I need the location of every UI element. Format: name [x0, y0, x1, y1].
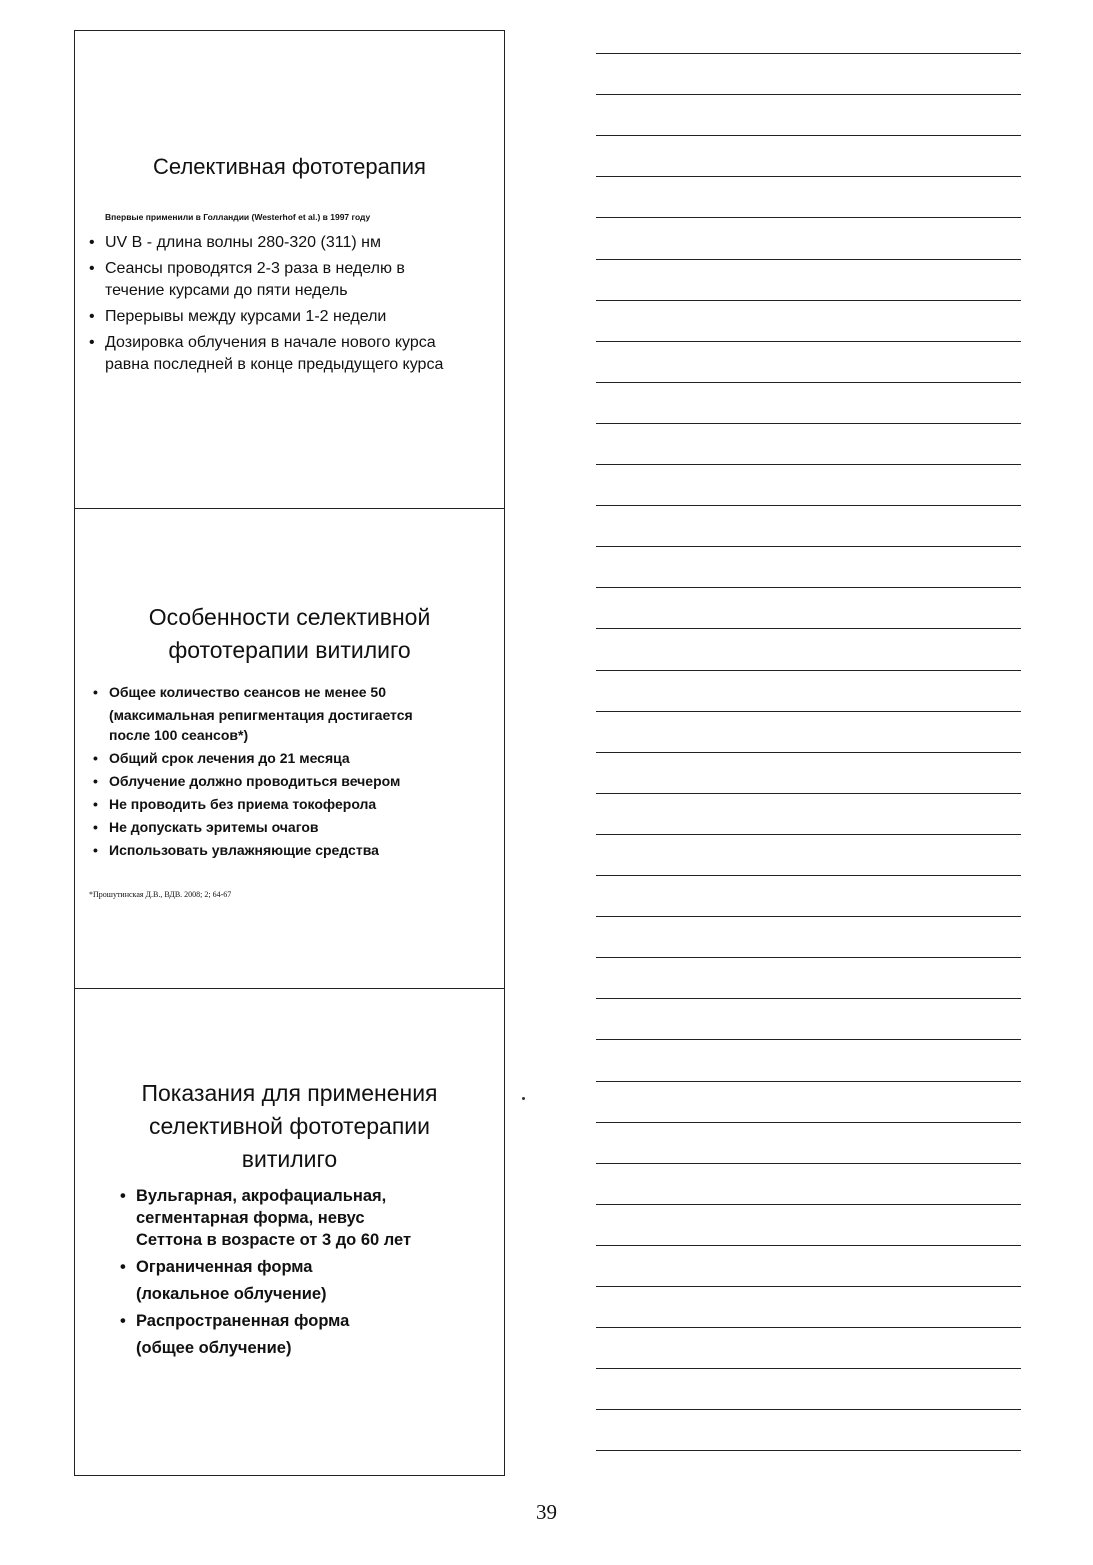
slide-1-note: Впервые применили в Голландии (Westerhof et al.) в 1997 году	[105, 212, 371, 222]
note-line	[596, 341, 1021, 342]
list-item: • Облучение должно проводиться вечером	[89, 771, 413, 791]
slide-3-bullet-list	[116, 1185, 411, 1359]
note-line	[596, 94, 1021, 95]
note-line	[596, 1163, 1021, 1164]
notes-lines	[596, 0, 1021, 1565]
note-line	[596, 1409, 1021, 1410]
list-item: • Вульгарная, акрофациальная, сегментарная форма, невус Сеттона в возрасте от 3 до 60 лет	[116, 1185, 411, 1251]
list-item: • Использовать увлажняющие средства	[89, 840, 413, 860]
note-line	[596, 217, 1021, 218]
page-number: 39	[536, 1500, 557, 1524]
list-item: • Общий срок лечения до 21 месяца	[89, 748, 413, 768]
slide-2-footnote: *Прошутинская Д.В., ВДВ. 2008; 2; 64-67	[89, 890, 232, 899]
slide-1-title: Селективная фототерапия	[153, 154, 426, 179]
note-line	[596, 1286, 1021, 1287]
slide-1-bullet-list	[85, 232, 443, 376]
note-line	[596, 834, 1021, 835]
note-line	[596, 752, 1021, 753]
note-line	[596, 1122, 1021, 1123]
slide-3	[74, 988, 505, 1476]
note-line	[596, 176, 1021, 177]
note-line	[596, 957, 1021, 958]
list-item: • Не проводить без приема токоферола	[89, 794, 413, 814]
list-item: • Общее количество сеансов не менее 50 (максимальная репигментация достигается после 100 сеансов*)	[89, 682, 413, 745]
note-line	[596, 1081, 1021, 1082]
note-line	[596, 300, 1021, 301]
list-item: • UV B - длина волны 280-320 (311) нм	[85, 232, 443, 254]
slide-2-title: Особенности селективной фототерапии витилиго	[148, 604, 431, 663]
note-line	[596, 998, 1021, 999]
list-item: • Не допускать эритемы очагов	[89, 817, 413, 837]
slide-1	[74, 30, 505, 509]
note-line	[596, 1204, 1021, 1205]
list-item: • Дозировка облучения в начале нового курса равна последней в конце предыдущего курса	[85, 332, 443, 376]
slide-2-bullet-list	[89, 682, 413, 860]
note-line	[596, 423, 1021, 424]
note-line	[596, 259, 1021, 260]
note-line	[596, 505, 1021, 506]
note-line	[596, 711, 1021, 712]
slide-2	[74, 507, 505, 989]
note-line	[596, 135, 1021, 136]
note-line	[596, 793, 1021, 794]
note-line	[596, 1039, 1021, 1040]
list-item: • Сеансы проводятся 2-3 раза в неделю в течение курсами до пяти недель	[85, 258, 443, 302]
note-line	[596, 1327, 1021, 1328]
list-item: • Ограниченная форма	[116, 1256, 411, 1278]
list-item-continuation: (общее облучение)	[136, 1339, 292, 1357]
list-item: • Распространенная форма	[116, 1310, 411, 1332]
note-line	[596, 464, 1021, 465]
note-line	[596, 875, 1021, 876]
note-line	[596, 1368, 1021, 1369]
note-line	[596, 53, 1021, 54]
list-item-continuation: (локальное облучение)	[136, 1285, 327, 1303]
stray-dot	[522, 1097, 525, 1100]
note-line	[596, 670, 1021, 671]
slide-3-title: Показания для применения селективной фототерапии витилиго	[141, 1080, 438, 1172]
note-line	[596, 587, 1021, 588]
note-line	[596, 546, 1021, 547]
note-line	[596, 382, 1021, 383]
note-line	[596, 916, 1021, 917]
note-line	[596, 628, 1021, 629]
note-line	[596, 1450, 1021, 1451]
list-item: • Перерывы между курсами 1-2 недели	[85, 306, 443, 328]
note-line	[596, 1245, 1021, 1246]
